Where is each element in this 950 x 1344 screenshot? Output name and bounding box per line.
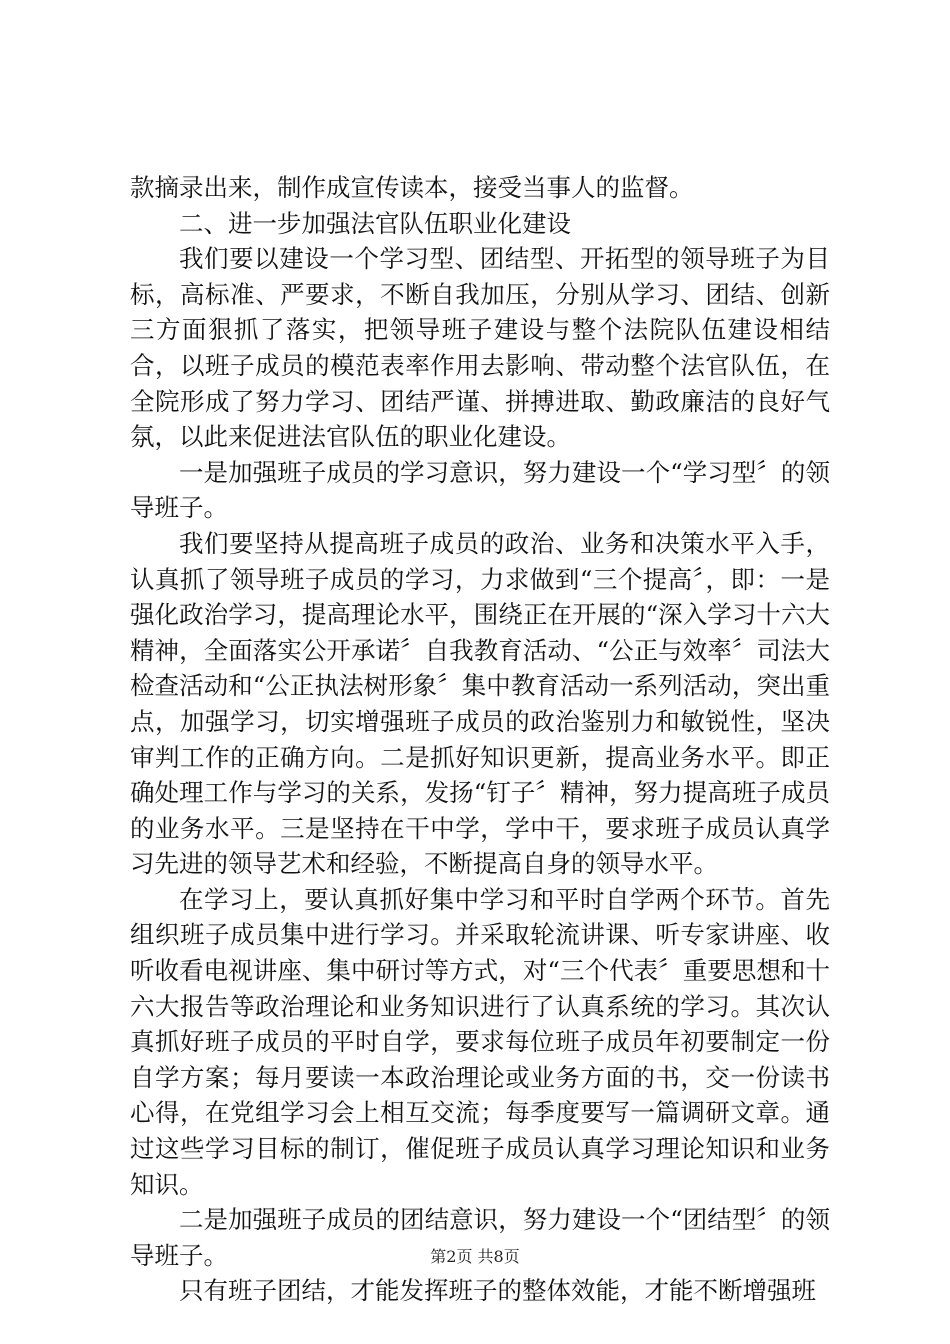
page-number: 第2页 共8页 bbox=[430, 1247, 520, 1266]
paragraph-7: 二是加强班子成员的团结意识，努力建设一个“团结型〞的领导班子。 bbox=[130, 1205, 830, 1270]
paragraph-3: 我们要以建设一个学习型、团结型、开拓型的领导班子为目标，高标准、严要求，不断自我加压，分别从学习、团结、创新三方面狠抓了落实，把领导班子建设与整个法院队伍建设相结合，以班子成员的模范表率作用去影响、带动整个法官队伍，在全院形成了努力学习、团结严谨、拼搏进取、勤政廉洁的良好气氛，以此来促进法官队伍的职业化建设。 bbox=[130, 244, 830, 452]
section-heading: 二、进一步加强法官队伍职业化建设 bbox=[179, 208, 571, 238]
paragraph-1: 款摘录出来，制作成宣传读本，接受当事人的监督。 bbox=[130, 173, 694, 202]
paragraph-8: 只有班子团结，才能发挥班子的整体效能，才能不断增强班 bbox=[179, 1276, 816, 1306]
document-body bbox=[130, 170, 830, 1309]
paragraph-6: 在学习上，要认真抓好集中学习和平时自学两个环节。首先组织班子成员集中进行学习。并采取轮流讲课、听专家讲座、收听收看电视讲座、集中研讨等方式，对“三个代表〞重要思想和十六大报告等政治理论和业务知识进行了认真系统的学习。其次认真抓好班子成员的平时自学，要求每位班子成员年初要制定一份自学方案；每月要读一本政治理论或业务方面的书，交一份读书心得，在党组学习会上相互交流；每季度要写一篇调研文章。通过这些学习目标的制订，催促班子成员认真学习理论知识和业务知识。 bbox=[130, 884, 830, 1199]
paragraph-4: 一是加强班子成员的学习意识，努力建设一个“学习型〞的领导班子。 bbox=[130, 457, 830, 523]
page-footer bbox=[0, 1244, 950, 1267]
paragraph-5: 我们要坚持从提高班子成员的政治、业务和决策水平入手，认真抓了领导班子成员的学习，力求做到“三个提高〞，即：一是强化政治学习，提高理论水平，围绕正在开展的“深入学习十六大精神，全面落实公开承诺〞自我教育活动、“公正与效率〞司法大检查活动和“公正执法树形象〞集中教育活动一系列活动，突出重点，加强学习，切实增强班子成员的政治鉴别力和敏锐性，坚决审判工作的正确方向。二是抓好知识更新，提高业务水平。即正确处理工作与学习的关系，发扬“钉子〞精神，努力提高班子成员的业务水平。三是坚持在干中学，学中干，要求班子成员认真学习先进的领导艺术和经验，不断提高自身的领导水平。 bbox=[130, 528, 830, 879]
